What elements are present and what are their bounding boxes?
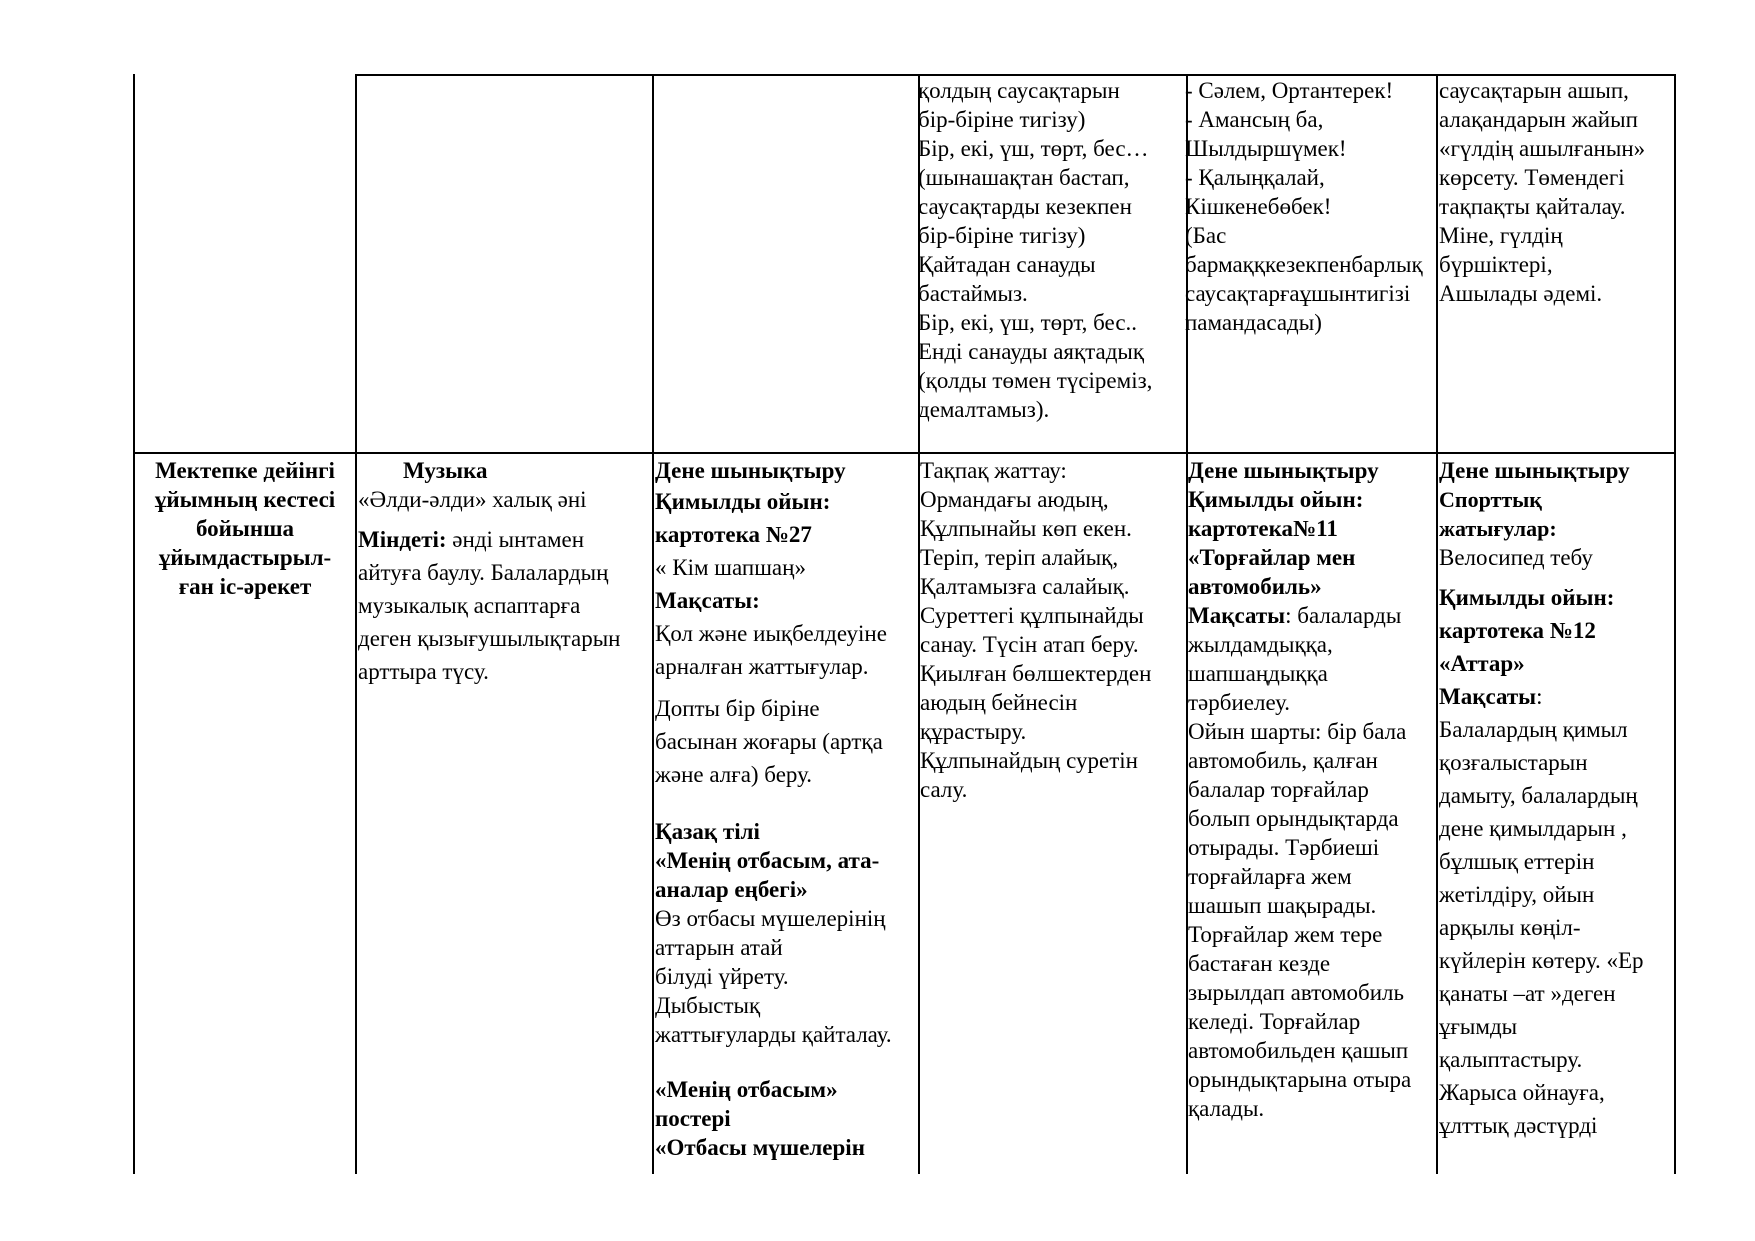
column-divider-2 xyxy=(652,74,654,1174)
table-right-border xyxy=(1674,74,1676,1174)
game-horses-cell: Дене шынықтыру Спорттық жатығулар: Велосипед тебу Қимылды ойын: картотека №12 «Аттар» Мақсаты: Балалардың қимыл қозғалыстарын дамыту, балалардың дене қимылдарын , бұлшық еттерін жетілдіру, ойын арқылы көңіл- күйлерін көтеру. «Ер қанаты –ат »деген ұғымды қалыптастыру. Жарыса ойнауға, ұлттық дәстүрді xyxy=(1439,458,1644,1138)
top-col5-cell: - Сәлем, Ортантерек! - Амансың ба, Шылдыршүмек! - Қалыңқалай, Кішкенебөбек! (Бас бармаққкезекпенбарлық саусақтарғаұшынтигізі памандасады) xyxy=(1185,78,1423,335)
music-heading: Музыка xyxy=(403,458,488,483)
poem-cell: Тақпақ жаттау: Ормандағы аюдың, Құлпынайы көп екен. Теріп, теріп алайық, Қалтамызға салайық. Суреттегі құлпынайды санау. Түсін атап беру. Қиылған бөлшектерден аюдың бейнесін құрастыру. Құлпынайдың суретін салу. xyxy=(920,458,1152,802)
game-title: « Кім шапшаң» xyxy=(655,555,806,580)
table-left-border xyxy=(133,74,135,1174)
physical-education-cell: Дене шынықтыру Қимылды ойын: картотека №27 « Кім шапшаң» Мақсаты: Қол және иықбелдеуіне арналған жаттығулар. Допты бір біріне басынан жоғары (артқа және алға) беру. Қазақ тілі «Менің отбасым, ата- аналар еңбегі» Өз отбасы мүшелерінің аттарын атай білуді үйрету. Дыбыстық жаттығуларды қайталау. «Менің отбасым» постері «Отбасы мүшелерін xyxy=(655,456,917,1162)
music-song: «Әлди-әлди» халық әні xyxy=(358,487,587,512)
game-sparrows-cell: Дене шынықтыру Қимылды ойын: картотека№11 «Торғайлар мен автомобиль» Мақсаты: балаларды жылдамдыққа, шапшаңдыққа тәрбиелеу. Ойын шарты: бір бала автомобиль, қалған балалар торғайлар болып орындықтарда отырады. Тәрбиеші торғайларға жем шашып шақырады. Торғайлар жем тере бастаған кезде зырылдап автомобиль келеді. Торғайлар автомобильден қашып орындықтарына отыра қалады. xyxy=(1188,458,1412,1121)
top-col6-cell: саусақтарын ашып, алақандарын жайып «гүлдің ашылғанын» көрсету. Төмендегі тақпақты қайталау. Міне, гүлдің бүршіктері, Ашылады әдемі. xyxy=(1439,78,1646,306)
music-task-label: Міндеті: xyxy=(358,527,447,552)
row-divider xyxy=(133,452,1676,454)
top-col4-cell: қолдың саусақтарын бір-біріне тигізу) Бір, екі, үш, төрт, бес… (шынашақтан бастап, саусақтарды кезекпен бір-біріне тигізу) Қайтадан санауды бастаймыз. Бір, екі, үш, төрт, бес.. Енді санауды аяқтадық (қолды төмен түсіреміз, демалтамыз). xyxy=(918,78,1153,422)
activity-label-cell: Мектепке дейінгі ұйымның кестесі бойынша ұйымдастырыл- ған іс-әрекет xyxy=(154,458,336,599)
column-divider-1 xyxy=(355,74,357,1174)
music-cell: Музыка «Әлди-әлди» халық әні Міндеті: әнді ынтамен айтуға баулу. Балалардың музыкалық аспаптарға деген қызығушылықтарын арттыра түсу. xyxy=(358,456,650,688)
column-divider-5 xyxy=(1436,74,1438,1174)
